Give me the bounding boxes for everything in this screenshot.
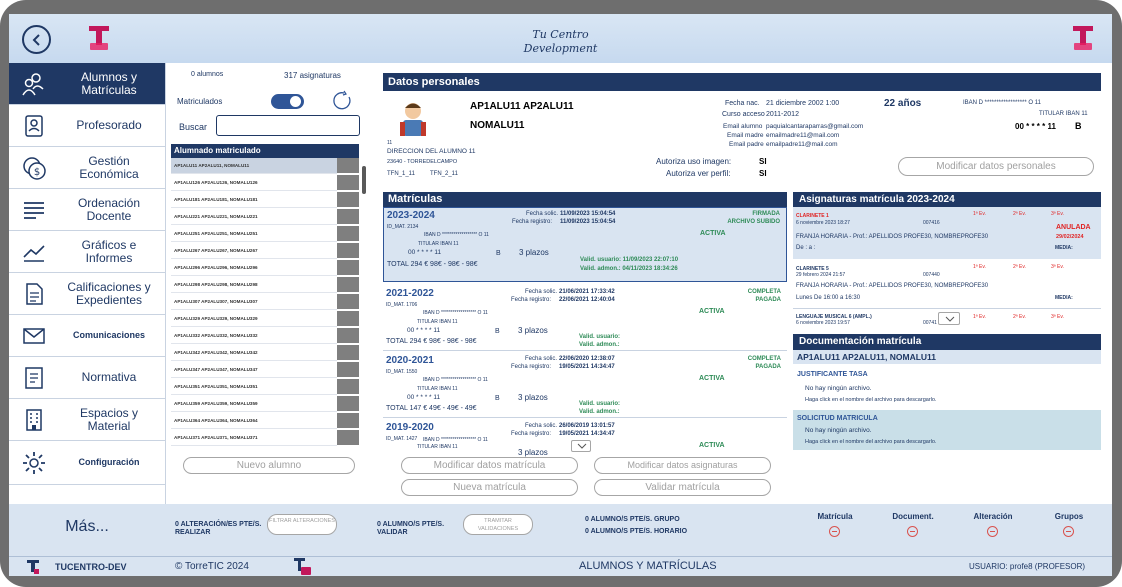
list-item-marker [337, 294, 359, 310]
list-item[interactable]: AP1ALU181 AP2ALU181, NOMALU181 [171, 192, 337, 208]
asignatura-name: LENGUAJE MUSICAL 6 (AMPL.) [796, 314, 872, 320]
doc-section-title: JUSTIFICANTE TASA [797, 371, 868, 378]
valid-usuario: Valid. usuario: 11/09/2023 22:07:10 [580, 257, 679, 263]
sidebar [9, 63, 165, 504]
avatar-num: 11 [387, 140, 393, 146]
more-label: Más... [65, 518, 109, 535]
buscar-label: Buscar [179, 122, 208, 132]
asignatura-date: 29 febrero 2024 21:57 [796, 272, 846, 278]
sidebar-item-calificaciones[interactable] [9, 273, 165, 315]
valid-admon: Valid. admon.: [579, 342, 620, 348]
sidebar-item-graficos[interactable] [9, 231, 165, 273]
minus-circle-icon [829, 526, 840, 537]
search-input[interactable] [216, 115, 360, 136]
iban: IBAN D ****************** O 11 [423, 310, 488, 316]
matricula-item[interactable] [383, 207, 787, 282]
list-header: Alumnado matriculado [171, 144, 359, 158]
cp-localidad: 23640 - TORREDELCAMPO [387, 159, 458, 165]
matriculas-header: Matrículas [383, 192, 787, 207]
sidebar-item-label: Gestión Económica [79, 153, 139, 181]
valid-admon: Valid. admon.: [579, 409, 620, 415]
asignatura-dia: De : a : [796, 245, 816, 251]
list-item-marker [337, 328, 359, 344]
email-madre: emailmadre11@mail.com [766, 132, 840, 139]
list-item-marker [337, 345, 359, 361]
titular: TITULAR IBAN 11 [417, 386, 458, 392]
logo-icon [1071, 24, 1095, 52]
doc-empty: No hay ningún archivo. [805, 427, 872, 434]
status-col-label: Matrícula [817, 512, 853, 521]
footer-logo [27, 560, 39, 574]
list-item-marker [337, 175, 359, 191]
matricula-id: ID_MAT. 1706 [386, 302, 418, 308]
valid-admon: Valid. admon.: 04/11/2023 18:34:26 [580, 266, 678, 272]
email-alumno: paquialcantaraparras@gmail.com [766, 123, 864, 130]
doc-empty: No hay ningún archivo. [805, 385, 872, 392]
student-surnames: AP1ALU11 AP2ALU11 [470, 101, 574, 112]
letra: B [495, 328, 500, 335]
estado1: COMPLETA [747, 356, 781, 362]
svg-text:$: $ [33, 166, 41, 178]
fecha-solic-label: Fecha solic. [525, 356, 558, 362]
grupo-status: 0 ALUMNO/S PTE/S. GRUPO [585, 516, 680, 523]
status-col-grupos[interactable] [1039, 512, 1099, 521]
email-padre-label: Email padre [729, 141, 764, 148]
footer-center: ALUMNOS Y MATRÍCULAS [579, 560, 717, 572]
sidebar-item-gestion[interactable] [9, 147, 165, 189]
email-alumno-label: Email alumno [723, 123, 763, 130]
divider [383, 417, 787, 418]
list-item-marker [337, 209, 359, 225]
scrollbar-thumb[interactable] [362, 166, 366, 194]
modificar-datos-personales-button[interactable]: Modificar datos personales [898, 157, 1094, 176]
divider [165, 63, 166, 504]
valid-usuario: Valid. usuario: [579, 401, 621, 407]
autoriza-perfil: SI [759, 169, 767, 178]
status-col-document[interactable] [883, 512, 943, 521]
tfn2: TFN_2_11 [430, 171, 458, 177]
asignatura-media: MEDIA: [1055, 245, 1073, 251]
sidebar-item-label: Gráficos e Informes [81, 237, 137, 265]
list-item[interactable]: AP1ALU371 AP2ALU371, NOMALU371 [171, 430, 337, 446]
status-col-alteracion[interactable] [963, 512, 1023, 521]
nueva-matricula-button[interactable]: Nueva matrícula [401, 479, 578, 496]
list-item[interactable]: AP1ALU251 AP2ALU251, NOMALU251 [171, 226, 337, 242]
matricula-id: ID_MAT. 2134 [387, 224, 419, 230]
asignatura-estado-fecha: 29/02/2024 [1056, 234, 1084, 240]
fecha-solic-label: Fecha solic. [525, 423, 558, 429]
avatar [397, 98, 429, 138]
plazos: 3 plazos [518, 326, 548, 335]
list-item[interactable]: AP1ALU342 AP2ALU342, NOMALU342 [171, 345, 337, 361]
app-title [9, 28, 1112, 56]
list-item-marker [337, 243, 359, 259]
fecha-reg: 19/05/2021 14:34:47 [559, 431, 615, 437]
dni: 00 * * * * 11 [407, 327, 441, 334]
sidebar-item-label: Alumnos y Matrículas [80, 69, 138, 97]
matriculados-label: Matriculados [177, 97, 223, 106]
list-item-marker [337, 277, 359, 293]
fecha-reg: 19/05/2021 14:34:47 [559, 364, 615, 370]
modificar-matricula-button[interactable]: Modificar datos matrícula [401, 457, 578, 474]
tramitar-validaciones-button[interactable]: TRAMITAR VALIDACIONES [463, 514, 533, 535]
building-icon [21, 407, 47, 433]
app-logo-right [1071, 24, 1095, 52]
nuevo-alumno-button[interactable]: Nuevo alumno [183, 457, 355, 474]
app-title-line1: Tu Centro [532, 28, 589, 41]
eval-label: 2ª Ev. [1013, 264, 1026, 270]
gear-icon [21, 450, 47, 476]
fecha-solic-label: Fecha solic. [525, 289, 558, 295]
dni: 00 * * * * 11 [408, 249, 442, 256]
status-col-label: Alteración [973, 512, 1013, 521]
fecha-reg-label: Fecha registro: [511, 364, 552, 370]
list-item-marker [337, 430, 359, 446]
list-item-marker [337, 158, 359, 174]
list-item-marker [337, 362, 359, 378]
modificar-asignaturas-button[interactable]: Modificar datos asignaturas [594, 457, 771, 474]
asignatura-dia: Lunes De 16:00 a 16:30 [796, 295, 861, 301]
asignatura-item[interactable] [793, 207, 1101, 259]
list-item[interactable]: AP1ALU359 AP2ALU359, NOMALU359 [171, 396, 337, 412]
sidebar-item-label: Comunicaciones [72, 330, 146, 340]
id-badge-icon [21, 113, 47, 139]
list-item[interactable]: AP1ALU296 AP2ALU296, NOMALU296 [171, 260, 337, 276]
estado2: ARCHIVO SUBIDO [727, 219, 780, 225]
list-item[interactable]: AP1ALU11 AP2ALU11, NOMALU11 [171, 158, 337, 174]
asignatura-name: CLARINETE 1 [796, 213, 829, 219]
chart-line-icon [21, 239, 47, 265]
asignatura-code: 007440 [923, 272, 940, 278]
doc-hint: Haga click en el nombre del archivo para descargarlo. [805, 397, 937, 403]
status-col-label: Grupos [1054, 512, 1084, 521]
sidebar-item-espacios[interactable] [9, 399, 165, 441]
student-age: 22 años [884, 98, 922, 109]
activa: ACTIVA [699, 308, 725, 315]
activa: ACTIVA [699, 375, 725, 382]
asignatura-estado: ANULADA [1056, 224, 1091, 231]
sidebar-item-normativa[interactable] [9, 357, 165, 399]
dni-letter: B [1075, 121, 1082, 131]
validar-matricula-button[interactable]: Validar matrícula [594, 479, 771, 496]
sidebar-item-label: Ordenación Docente [77, 195, 141, 223]
sidebar-item-label: Normativa [81, 370, 137, 384]
direccion: DIRECCION DEL ALUMNO 11 [387, 148, 476, 155]
chevron-down-icon [946, 317, 954, 322]
curso-acceso: 2011-2012 [766, 111, 799, 118]
eval-label: 3ª Ev. [1051, 211, 1064, 217]
fecha-solic: 11/09/2023 15:04:54 [560, 211, 616, 217]
eval-label: 1ª Ev. [973, 211, 986, 217]
matriculados-toggle[interactable] [271, 94, 304, 109]
asignatura-date: 6 noviembre 2023 18:27 [796, 220, 850, 226]
fecha-reg: 22/06/2021 12:40:04 [559, 297, 615, 303]
list-scrollbar[interactable] [361, 158, 367, 446]
expand-button[interactable] [938, 312, 960, 325]
matricula-id: ID_MAT. 1550 [386, 369, 418, 375]
top-bar [9, 14, 1112, 63]
list-item-marker [337, 226, 359, 242]
status-col-matricula[interactable] [805, 512, 865, 521]
toggle-knob [290, 96, 301, 107]
matricula-curso: 2020-2021 [386, 355, 434, 366]
sidebar-item-configuracion[interactable] [9, 441, 165, 485]
dni: 00 * * * * 11 [407, 394, 441, 401]
list-item[interactable]: AP1ALU221 AP2ALU221, NOMALU221 [171, 209, 337, 225]
asignaturas-count: 317 asignaturas [284, 71, 341, 80]
documentacion-header: Documentación matrícula [793, 334, 1101, 350]
filtrar-alteraciones-button[interactable]: FILTRAR ALTERACIONES [267, 514, 337, 535]
asignatura-horario: FRANJA HORARIA - Prof.: APELLIDOS PROFE30, NOMBREPROFE30 [796, 234, 989, 240]
eval-label: 3ª Ev. [1051, 314, 1064, 320]
status-bar [165, 504, 1112, 556]
asignatura-item[interactable] [793, 310, 1101, 334]
sidebar-item-ordenacion[interactable] [9, 189, 165, 231]
iban: IBAN D ****************** O 11 [963, 100, 1041, 106]
list-item-marker [337, 413, 359, 429]
list-item[interactable]: AP1ALU329 AP2ALU329, NOMALU329 [171, 311, 337, 327]
plazos: 3 plazos [518, 448, 548, 457]
more-button[interactable] [9, 504, 165, 556]
list-item-marker [337, 379, 359, 395]
titular: TITULAR IBAN 11 [417, 319, 458, 325]
list-item[interactable]: AP1ALU347 AP2ALU347, NOMALU347 [171, 362, 337, 378]
sidebar-item-label: Configuración [78, 457, 140, 467]
logo-icon [293, 558, 311, 575]
asignatura-date: 6 noviembre 2023 19:57 [796, 320, 850, 326]
asignatura-name: CLARINETE 5 [796, 266, 829, 272]
matricula-item[interactable] [383, 286, 787, 348]
fecha-solic-label: Fecha solic. [526, 211, 559, 217]
eval-label: 1ª Ev. [973, 314, 986, 320]
matricula-item[interactable] [383, 420, 787, 457]
dni: 00 * * * * 11 [1015, 122, 1056, 131]
iban: IBAN D ****************** O 11 [424, 232, 489, 238]
titular: TITULAR IBAN 11 [417, 444, 458, 450]
footer-tic-logo [293, 558, 311, 575]
matricula-item[interactable] [383, 353, 787, 415]
autoriza-imagen: SI [759, 157, 767, 166]
fecha-solic: 26/06/2019 13:01:57 [559, 423, 615, 429]
sidebar-item-profesorado[interactable] [9, 105, 165, 147]
list-item[interactable]: AP1ALU351 AP2ALU351, NOMALU351 [171, 379, 337, 395]
alteraciones-status: 0 ALTERACIÓN/ES PTE/S. REALIZAR [175, 521, 262, 536]
divider [793, 308, 1101, 309]
asignaturas-header: Asignaturas matrícula 2023-2024 [793, 192, 1101, 207]
eval-label: 3ª Ev. [1051, 264, 1064, 270]
logo-icon [27, 560, 39, 574]
personal-header: Datos personales [383, 73, 1101, 91]
mail-icon [21, 323, 47, 349]
student-avatar-icon [397, 98, 429, 138]
eval-label: 2ª Ev. [1013, 211, 1026, 217]
plazos: 3 plazos [518, 393, 548, 402]
matricula-id: ID_MAT. 1427 [386, 436, 418, 442]
autoriza-perfil-label: Autoriza ver perfil: [666, 169, 731, 178]
doc-hint: Haga click en el nombre del archivo para descargarlo. [805, 439, 937, 445]
student-name: NOMALU11 [470, 120, 525, 131]
valid-usuario: Valid. usuario: [579, 334, 621, 340]
total: TOTAL 294 € 98€ - 98€ - 98€ [387, 261, 478, 268]
footer [9, 556, 1112, 576]
plazos: 3 plazos [519, 248, 549, 257]
minus-circle-icon [907, 526, 918, 537]
doc-section-title: SOLICITUD MATRICULA [797, 415, 878, 422]
activa: ACTIVA [699, 442, 725, 449]
matricula-curso: 2021-2022 [386, 288, 434, 299]
email-padre: emailpadre11@mail.com [766, 141, 838, 148]
eval-label: 1ª Ev. [973, 264, 986, 270]
tfn1: TFN_1_11 [387, 171, 415, 177]
asignatura-code: 00741 [923, 320, 937, 326]
fecha-reg-label: Fecha registro: [511, 431, 552, 437]
titular: TITULAR IBAN 11 [418, 241, 459, 247]
matricula-curso: 2023-2024 [387, 210, 435, 221]
users-icon [21, 71, 47, 97]
estado1: COMPLETA [747, 289, 781, 295]
asignatura-horario: FRANJA HORARIA - Prof.: APELLIDOS PROFE30, NOMBREPROFE30 [796, 283, 989, 289]
fecha-reg: 11/09/2023 15:04:54 [560, 219, 616, 225]
alumnos-count: 0 alumnos [191, 71, 224, 78]
sidebar-item-comunicaciones[interactable] [9, 315, 165, 357]
list-item-marker [337, 260, 359, 276]
iban: IBAN D ****************** O 11 [423, 437, 488, 443]
chevron-down-icon [578, 444, 586, 449]
divider [383, 350, 787, 351]
list-item-marker [337, 192, 359, 208]
letra: B [496, 250, 501, 257]
sidebar-item-alumnos[interactable] [9, 63, 165, 105]
fecha-reg-label: Fecha registro: [512, 219, 553, 225]
asignatura-item[interactable] [793, 261, 1101, 307]
list-item-marker [337, 311, 359, 327]
fecha-nac-label: Fecha nac. [725, 100, 760, 107]
footer-copyright: © TorreTIC 2024 [175, 561, 249, 572]
list-item[interactable]: AP1ALU298 AP2ALU298, NOMALU298 [171, 277, 337, 293]
minus-circle-icon [987, 526, 998, 537]
list-icon [21, 197, 47, 223]
book-icon [21, 365, 47, 391]
validar-status: 0 ALUMNO/S PTE/S. VALIDAR [377, 521, 445, 536]
minus-circle-icon [1063, 526, 1074, 537]
list-item[interactable]: AP1ALU267 AP2ALU267, NOMALU267 [171, 243, 337, 259]
estado1: FIRMADA [752, 211, 780, 217]
activa: ACTIVA [700, 230, 726, 237]
iban: IBAN D ****************** O 11 [423, 377, 488, 383]
list-item[interactable]: AP1ALU307 AP2ALU307, NOMALU307 [171, 294, 337, 310]
asignatura-code: 007416 [923, 220, 940, 226]
fecha-solic: 21/06/2021 17:33:42 [559, 289, 615, 295]
document-icon [21, 281, 47, 307]
sidebar-item-label: Calificaciones y Expedientes [67, 279, 151, 307]
letra: B [495, 395, 500, 402]
fecha-nac: 21 diciembre 2002 1:00 [766, 100, 840, 107]
expand-button[interactable] [571, 440, 591, 452]
fecha-solic: 22/06/2020 12:38:07 [559, 356, 615, 362]
footer-left: TUCENTRO-DEV [55, 562, 127, 572]
list-item[interactable]: AP1ALU364 AP2ALU364, NOMALU364 [171, 413, 337, 429]
list-item[interactable]: AP1ALU126 AP2ALU126, NOMALU126 [171, 175, 337, 191]
status-col-label: Document. [892, 512, 934, 521]
footer-right: USUARIO: profe8 (PROFESOR) [969, 562, 1086, 571]
total: TOTAL 294 € 98€ - 98€ - 98€ [386, 338, 477, 345]
documentacion-alumno: AP1ALU11 AP2ALU11, NOMALU11 [793, 350, 1101, 364]
titular-iban: TITULAR IBAN 11 [1039, 111, 1088, 117]
sidebar-item-label: Profesorado [76, 118, 142, 132]
eval-label: 2ª Ev. [1013, 314, 1026, 320]
total: TOTAL 147 € 49€ - 49€ - 49€ [386, 405, 477, 412]
app-screen [9, 14, 1112, 576]
list-item-marker [337, 396, 359, 412]
estado2: PAGADA [755, 364, 781, 370]
matricula-curso: 2019-2020 [386, 422, 434, 433]
curso-acceso-label: Curso acceso [722, 111, 765, 118]
asignatura-media: MEDIA: [1055, 295, 1073, 301]
horario-status: 0 ALUMNO/S PTE/S. HORARIO [585, 528, 688, 535]
money-icon [21, 155, 47, 181]
list-item[interactable]: AP1ALU332 AP2ALU332, NOMALU332 [171, 328, 337, 344]
refresh-icon[interactable] [333, 91, 353, 111]
sidebar-item-label: Espacios y Material [79, 405, 139, 433]
estado2: PAGADA [755, 297, 781, 303]
fecha-reg-label: Fecha registro: [511, 297, 552, 303]
app-title-line2: Development [523, 42, 598, 55]
email-madre-label: Email madre [727, 132, 764, 139]
autoriza-imagen-label: Autoriza uso imagen: [656, 157, 732, 166]
